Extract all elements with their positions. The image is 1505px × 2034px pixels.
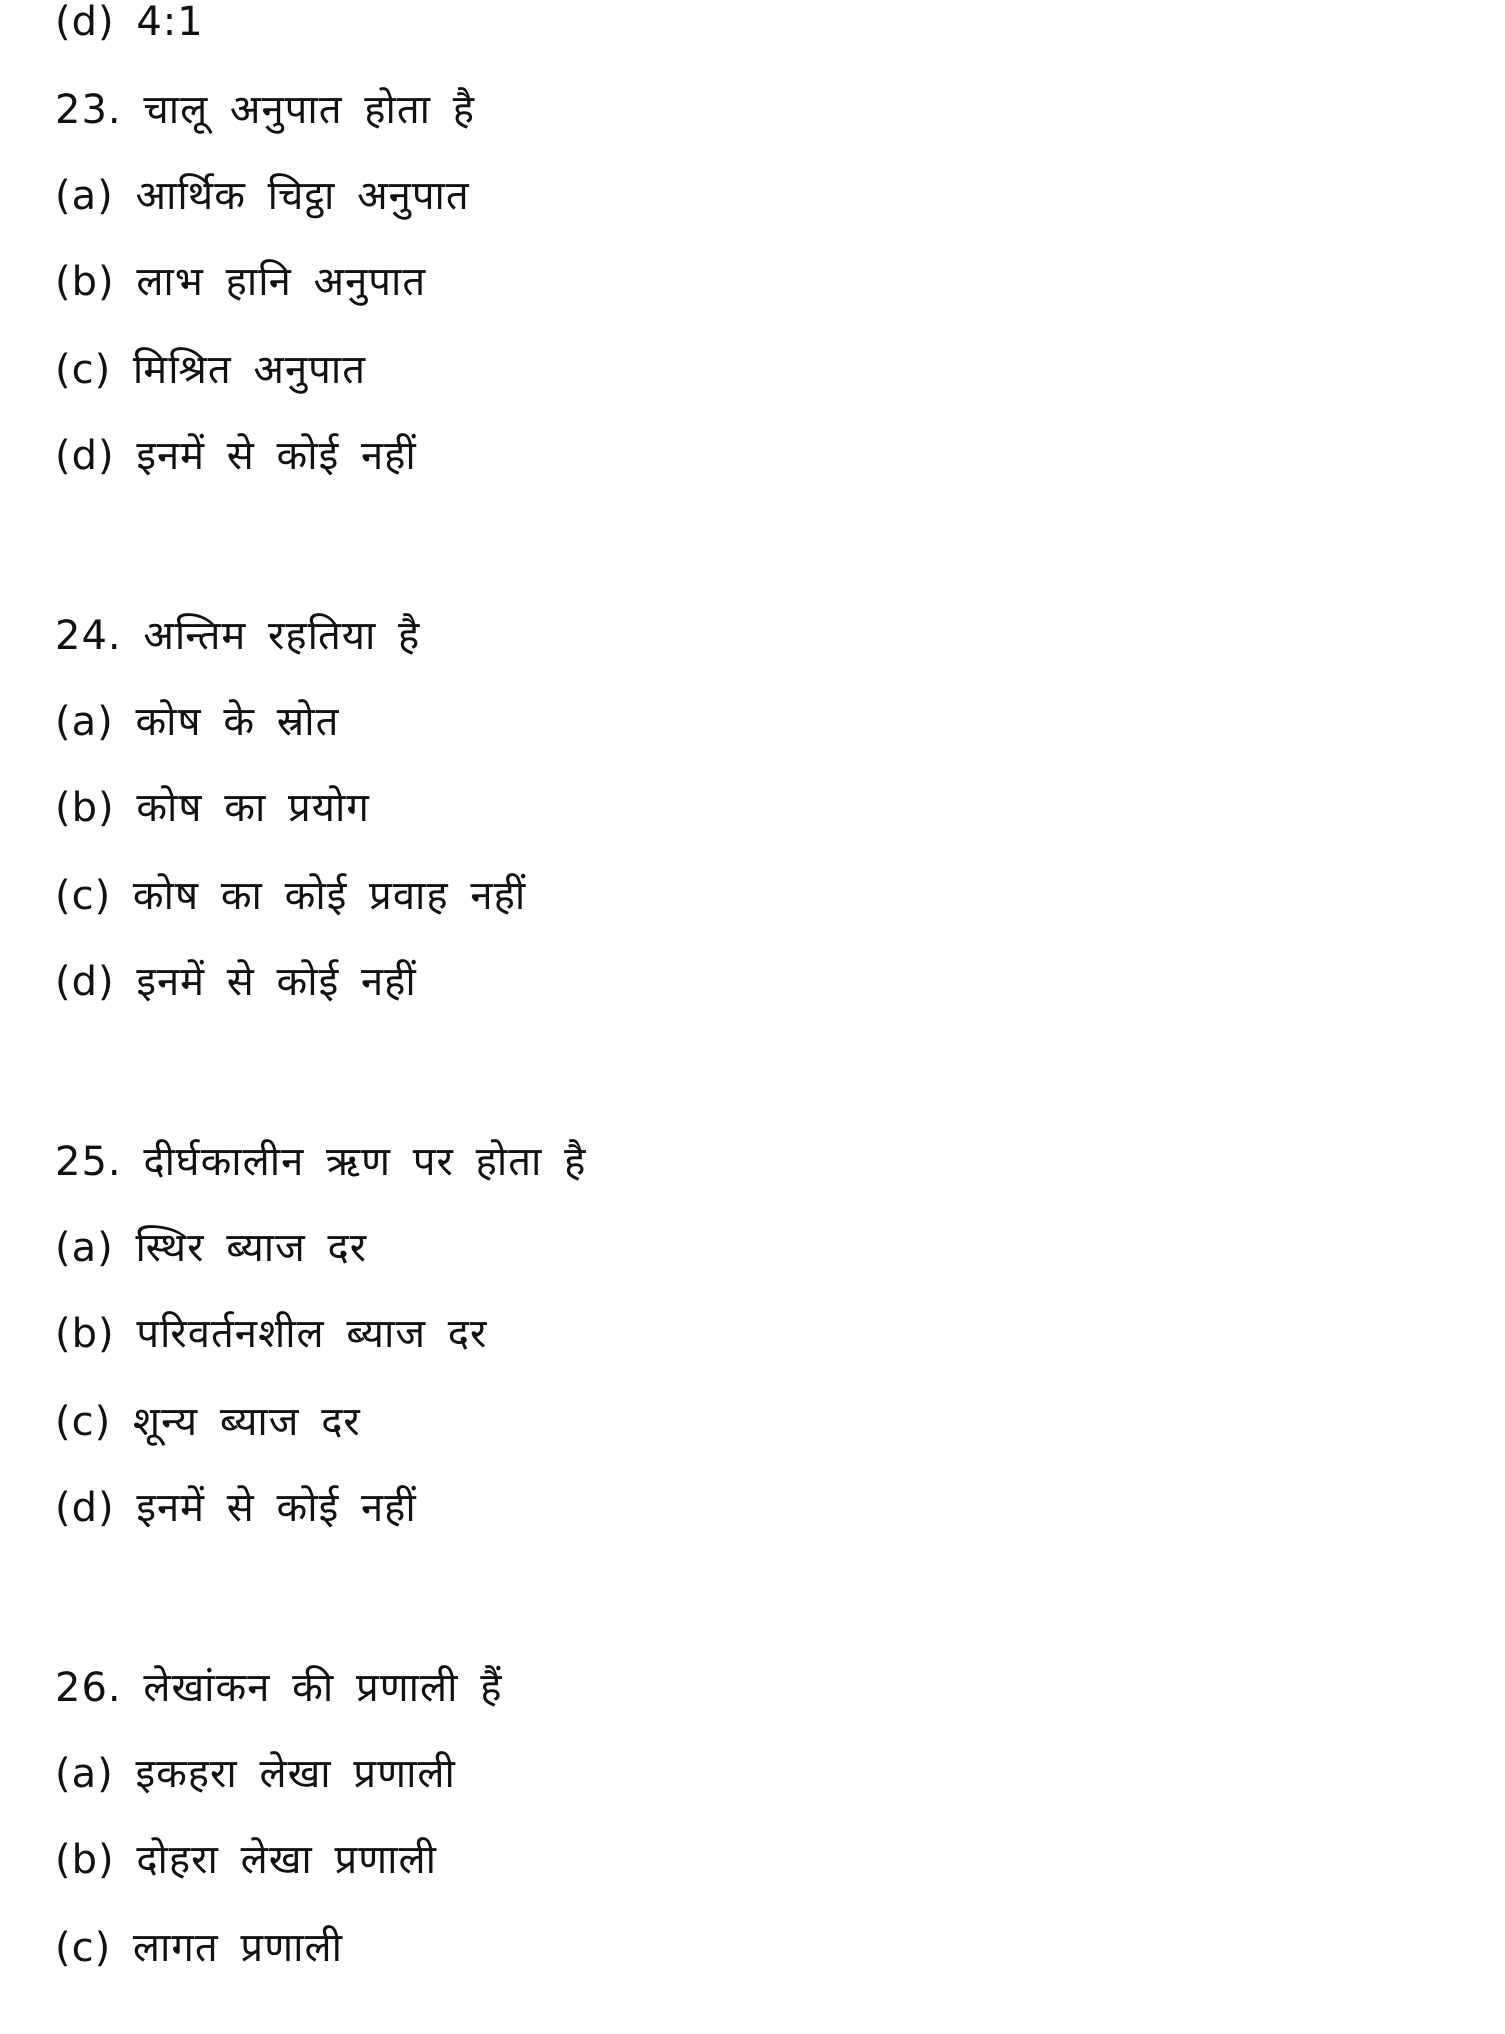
question-24-option-c: (c) कोष का कोई प्रवाह नहीं [55, 873, 527, 919]
question-25-option-b: (b) परिवर्तनशील ब्याज दर [55, 1311, 488, 1357]
question-25-option-d: (d) इनमें से कोई नहीं [55, 1485, 417, 1531]
question-23-title: 23. चालू अनुपात होता है [55, 87, 475, 133]
question-26-option-b: (b) दोहरा लेखा प्रणाली [55, 1837, 438, 1883]
question-24-title: 24. अन्तिम रहतिया है [55, 613, 421, 659]
question-25-option-c: (c) शून्य ब्याज दर [55, 1399, 361, 1445]
question-24-option-a: (a) कोष के स्रोत [55, 699, 340, 745]
question-24-option-d: (d) इनमें से कोई नहीं [55, 959, 417, 1005]
question-25-option-a: (a) स्थिर ब्याज दर [55, 1225, 368, 1271]
question-24-option-b: (b) कोष का प्रयोग [55, 785, 370, 831]
question-26-title: 26. लेखांकन की प्रणाली हैं [55, 1665, 503, 1711]
question-23-option-c: (c) मिश्रित अनुपात [55, 347, 367, 393]
question-26-option-c: (c) लागत प्रणाली [55, 1925, 343, 1971]
question-25-title: 25. दीर्घकालीन ऋण पर होता है [55, 1139, 587, 1185]
question-23-option-b: (b) लाभ हानि अनुपात [55, 259, 427, 305]
question-26-option-a: (a) इकहरा लेखा प्रणाली [55, 1751, 456, 1797]
option-d-prev: (d) 4:1 [55, 0, 204, 45]
question-23-option-a: (a) आर्थिक चिट्ठा अनुपात [55, 173, 470, 219]
question-23-option-d: (d) इनमें से कोई नहीं [55, 433, 417, 479]
